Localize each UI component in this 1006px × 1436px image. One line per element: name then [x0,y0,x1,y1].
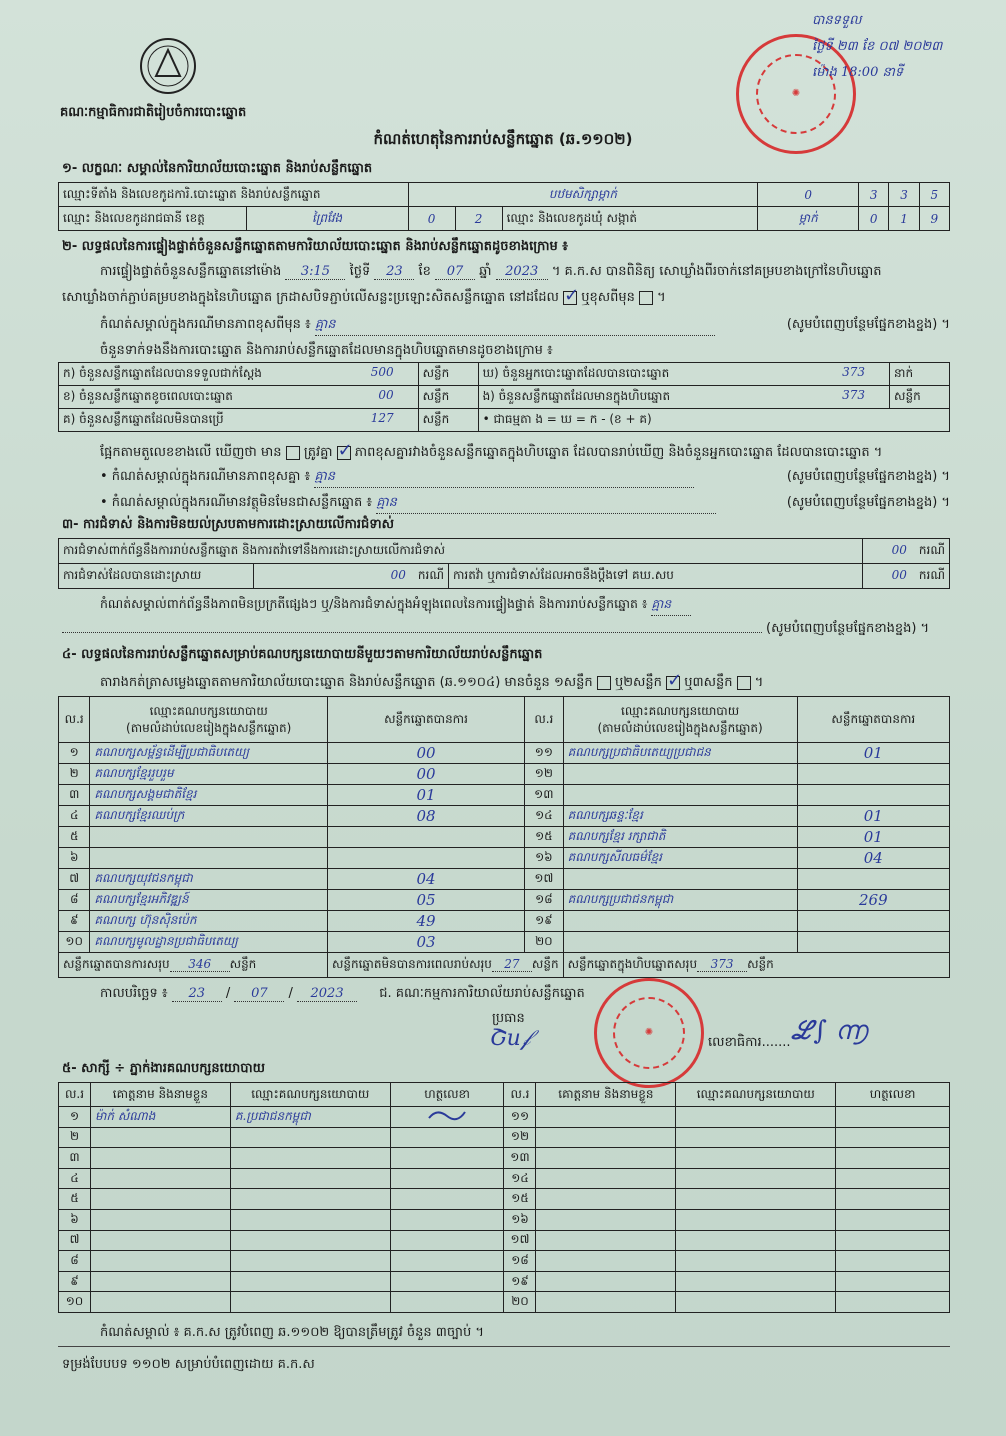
signing-month: 07 [234,986,284,1002]
table-row [59,1271,950,1292]
table-row [59,911,950,932]
party-votes: 05 [416,891,436,909]
seal-changed-checkbox[interactable] [639,291,653,305]
province-code-1: 0 [427,211,436,226]
witness-signature [836,1127,950,1148]
table-row [59,1209,950,1230]
count-intro: ចំនួនទាក់ទងនឹងការបោះឆ្នោត និងការរាប់សន្លឹកឆ្នោតដែលមានក្នុងហិបឆ្នោតមានដូចខាងក្រោម ៖ [100,343,553,358]
row-number: ៨ [70,1252,79,1267]
witness-party [676,1127,836,1148]
row-number: ១៤ [511,1170,529,1185]
verify-month: 07 [435,264,475,280]
witness-name [536,1209,676,1230]
witness-signature-mark [427,1111,467,1125]
row-number: ២ [69,1129,80,1144]
resolved-value: 00 [390,568,406,582]
party-name: គណបក្សសីលធម៌ខ្មែរ [567,850,662,864]
location-label: ឈ្មោះទីតាំង និងលេខកូដការិ.បោះឆ្នោត និងរាប់សន្លឹកឆ្នោត [59,183,409,207]
witness-party [676,1271,836,1292]
party-votes: 00 [416,744,436,762]
commune-label: ឈ្មោះ និងលេខកូដឃុំ សង្កាត់ [502,207,758,231]
form-footer: ទម្រង់បែបបទ ១១០២ សម្រាប់បំពេញដោយ គ.ក.ស [62,1357,315,1372]
one-sheet-checkbox[interactable] [597,676,611,690]
witness-party [676,1292,836,1313]
section2-title: ២- លទ្ធផលនៃការផ្ទៀងផ្ទាត់ចំនួនសន្លឹកឆ្នោតតាមការិយាល័យបោះឆ្នោត និងរាប់សន្លឹកឆ្នោតដូចខាងក្រោម ៖ [62,239,568,254]
table-row [59,743,950,764]
spoiled-ballots-value: 00 [378,388,394,402]
witness-signature [836,1271,950,1292]
witness-table: ល.រ គោត្តនាម និងនាមខ្លួន ឈ្មោះគណបក្សនយោបាយ ហត្ថលេខា ល.រ គោត្តនាម និងនាមខ្លួន ឈ្មោះគណបក្សនយោបាយ ហត្ថលេខា ១ ម៉ាក់ សំណាង គ.ប្រជាជនកម្ពុជា ១១ ២ ១២ ៣ ១៣ ៤ ១៤ ៥ ១៥ ៦ ១៦ ៧ ១៧ ៨ ១៨ ៩ ១៩ ១០ ២០ [58,1082,950,1313]
row-number: ១១ [510,1108,530,1123]
row-number: ៧ [59,869,90,890]
location-digit-3: 3 [900,187,908,202]
row-number: ១២ [510,1129,530,1144]
irregularity-extra-line [62,632,762,633]
witness-party [676,1148,836,1169]
witness-name [536,1148,676,1169]
row-number: ១៧ [525,869,563,890]
section1-title: ១- លក្ខណៈ សម្គាល់នៃការិយាល័យបោះឆ្នោត និងរាប់សន្លឹកឆ្នោត [62,161,373,176]
table-row [59,890,950,911]
match-checkbox[interactable] [286,446,300,460]
table-row [59,932,950,953]
nec-logo [138,36,198,96]
witness-party [676,1230,836,1251]
secretary-label: លេខាធិការ....... [708,1035,791,1050]
location-digit-2: 3 [869,187,878,202]
official-stamp-top: ✺ [736,34,856,154]
province-value: ព្រៃវែង [311,210,343,225]
party-name: គណបក្សខ្មែររួបរួម [94,766,174,780]
received-note-1: បានទទួល [812,13,862,28]
verify-line-2: សោឃ្លាំងចាក់ភ្ជាប់គម្របខាងក្នុងនៃហិបឆ្នោត ក្រដាសបិទភ្ជាប់លើសន្លះប្រឡោះសិតសន្លឹកឆ្នោត នៅដដែល ✓ ឬខុសពីមុន ។ [62,289,666,308]
row-number: ៤ [59,806,90,827]
voters-count-value: 373 [842,365,866,379]
verify-day: 23 [374,264,414,280]
witness-signature [836,1230,950,1251]
table-row [59,1148,950,1169]
row-number: ១៩ [525,911,563,932]
witness-name [536,1292,676,1313]
party-votes: 00 [416,765,436,783]
party-votes: 08 [416,807,436,825]
witness-signature [390,1189,504,1210]
section1-table [58,182,950,231]
party-votes: 04 [416,870,436,888]
row-number: ១៦ [525,848,563,869]
party-votes: 03 [416,933,436,951]
party-name: គណបក្សខ្មែរ រក្សាជាតិ [567,829,666,843]
received-note-2: ថ្ងៃទី ២៣ ខែ ០៧ ២០២៣ [812,39,943,54]
witness-name [536,1127,676,1148]
row-number: ៨ [59,890,90,911]
witness-signature [390,1271,504,1292]
row-number: ១០ [59,932,90,953]
row-number: ១៣ [510,1149,530,1164]
tally-sheet-line: តារាងកត់ត្រាសម្លេងឆ្នោតតាមការិយាល័យបោះឆ្នោត និងរាប់សន្លឹកឆ្នោត (ឆ.១១០៤) មានចំនួន ១សន្លឹក ឬ២សន្លឹក ✓ ឬ៣សន្លឹក ។ [100,674,763,693]
row-number: ១៩ [511,1273,529,1288]
chair-signature: Շu𝒻 [490,1026,531,1051]
commune-code-1: 0 [869,211,878,226]
box-ballots-value: 373 [842,388,866,402]
chair-label: ប្រធាន [492,1011,525,1026]
location-value: បឋមសិក្សាម្កាក់ [548,186,617,201]
row-number: ១៤ [525,806,563,827]
table-row [59,1168,950,1189]
row-number: ៩ [70,1273,79,1288]
row-number: ២ [59,764,90,785]
witness-signature [390,1209,504,1230]
total-valid-value: 346 [170,957,230,972]
witness-party [676,1107,836,1128]
party-name: គណបក្សឆន្ទៈខ្មែរ [567,808,643,822]
commune-code-2: 1 [900,211,908,226]
party-name: គណបក្សយុវជនកម្ពុជា [94,871,193,885]
witness-signature [390,1148,504,1169]
irregularity-fill-hint: (សូមបំពេញបន្ថែមផ្នែកខាងខ្នង) ។ [766,621,930,636]
witness-name [536,1271,676,1292]
row-number: ១០ [65,1294,84,1309]
complaints-value: 00 [891,543,907,557]
signing-year: 2023 [297,986,357,1002]
row-number: ១៣ [525,785,563,806]
row-number: ៥ [59,827,90,848]
table-row [59,1189,950,1210]
witness-signature [390,1168,504,1189]
row-number: ១៦ [511,1211,529,1226]
province-label: ឈ្មោះ និងលេខកូដរាជធានី ខេត្ត [59,207,247,231]
witness-signature [836,1292,950,1313]
form-title: កំណត់ហេតុនៃការរាប់សន្លឹកឆ្នោត (ឆ.១១០២) [373,130,633,148]
row-number: ៤ [70,1170,79,1185]
table-row [59,785,950,806]
party-votes: 04 [863,849,883,867]
verify-line-1: ការផ្ទៀងផ្ទាត់ចំនួនសន្លឹកឆ្នោតនៅម៉ោង 3:15 ថ្ងៃទី 23 ខែ 07 ឆ្នាំ 2023 ។ គ.ក.ស បានពិនិត្យ សោឃ្លាំងពីរចាក់នៅគម្របខាងក្រៅនៃហិបឆ្នោត [100,264,882,279]
section3-title: ៣- ការជំទាស់ និងការមិនយល់ស្របតាមការដោះស្រាយលើការជំទាស់ [62,517,394,532]
party-name: គណបក្សសម្ព័ន្ធដើម្បីប្រជាធិបតេយ្យ [94,745,250,759]
row-number: ៩ [59,911,90,932]
verify-time: 3:15 [285,264,345,280]
row-number: ១២ [525,764,563,785]
match-line: ផ្អែកតាមតួលេខខាងលើ ឃើញថា មាន ត្រូវគ្នា ✓ ភាពខុសគ្នារវាងចំនួនសន្លឹកឆ្នោតក្នុងហិបឆ្នោត ដែលបានរាប់ឃើញ និងចំនួនអ្នកបោះឆ្នោត ដែលបានបោះឆ្នោត ។ [100,444,882,463]
row-number: ៦ [59,848,90,869]
two-sheet-checkbox[interactable] [666,676,680,690]
witness-name [536,1168,676,1189]
org-name: គណៈកម្មាធិការជាតិរៀបចំការបោះឆ្នោត [60,105,247,120]
table-row [59,869,950,890]
party-votes: 269 [858,891,888,909]
witness-signature [390,1292,504,1313]
table-row [59,764,950,785]
party-name: គណបក្សប្រជាជនកម្ពុជា [567,892,674,906]
received-ballots-value: 500 [370,365,394,379]
party-votes: 01 [416,786,436,804]
irregularity-note-value: គ្មាន [651,596,691,616]
row-number: ១៥ [511,1191,529,1206]
witness-signature [390,1107,504,1128]
footer-divider [58,1346,950,1347]
row-number: ៦ [70,1211,79,1226]
witness-name [536,1107,676,1128]
total-invalid-value: 27 [492,957,532,972]
table-row [59,848,950,869]
party-name: គណបក្សមូលដ្ឋានប្រជាធិបតេយ្យ [94,934,238,948]
row-number: ១៥ [525,827,563,848]
row-number: ២០ [525,932,563,953]
party-votes: 01 [863,807,883,825]
unused-ballots-value: 127 [370,411,394,425]
witness-signature [836,1251,950,1272]
total-box-value: 373 [697,957,747,972]
commune-value: ម្កាក់ [798,210,818,225]
table-row [59,1230,950,1251]
row-number: ១៧ [510,1232,530,1247]
witness-signature [836,1189,950,1210]
mismatch-note-line: • កំណត់សម្គាល់ក្នុងករណីមានភាពខុសគ្នា ៖ គ្មាន (សូមបំពេញបន្ថែមផ្នែកខាងខ្នង) ។ [100,468,950,488]
complaints-table: ការជំទាស់ពាក់ព័ន្ធនឹងការរាប់សន្លឹកឆ្នោត និងការតវ៉ាទៅនឹងការដោះស្រាយលើការជំទាស់ 00 ករណី ការជំទាស់ដែលបានដោះស្រាយ 00 ករណី ការតវ៉ា ឬការជំទាស់ដែលអាចនឹងប្តឹងទៅ គឃ.សប 00 ករណី [58,538,950,589]
commune-code-3: 9 [930,211,939,226]
witness-party: គ.ប្រជាជនកម្ពុជា [234,1108,311,1123]
witness-signature [836,1107,950,1128]
mismatch-checkbox[interactable] [337,446,351,460]
appeal-value: 00 [891,568,907,582]
received-note-3: ម៉ោង 18:00 នាទី [812,65,904,80]
witness-party [676,1209,836,1230]
verify-year: 2023 [496,264,548,280]
witness-signature [390,1251,504,1272]
mismatch-note-value: គ្មាន [314,468,694,488]
table-row [59,1127,950,1148]
witness-name: ម៉ាក់ សំណាង [94,1108,156,1123]
ballot-count-table: ក) ចំនួនសន្លឹកឆ្នោតដែលបានទទួលជាក់ស្តែង 500 សន្លឹក ឃ) ចំនួនអ្នកបោះឆ្នោតដែលបានបោះឆ្នោត 373 នាក់ ខ) ចំនួនសន្លឹកឆ្នោតខូចពេលបោះឆ្នោត 00 សន្លឹក ង) ចំនួនសន្លឹកឆ្នោតដែលមានក្នុងហិបឆ្នោត 373 សន្លឹក គ) ចំនួនសន្លឹកឆ្នោតដែលមិនបានប្រើ 127 សន្លឹក • ជាធម្មតា ង = ឃ = ក - (ខ + គ) [58,362,950,432]
table-row [59,1107,950,1128]
three-sheet-checkbox[interactable] [737,676,751,690]
row-number: ៣ [59,785,90,806]
party-votes: 01 [863,828,883,846]
party-votes: 49 [416,912,436,930]
witness-party [676,1251,836,1272]
province-code-2: 2 [474,211,483,226]
section4-title: ៤- លទ្ធផលនៃការរាប់សន្លឹកឆ្នោតសម្រាប់គណបក្សនយោបាយនីមួយៗតាមការិយាល័យរាប់សន្លឹកឆ្នោត [62,647,543,662]
witness-signature [390,1127,504,1148]
official-stamp-bottom: ✺ [594,978,704,1088]
location-digit-1: 0 [804,187,812,202]
foreign-object-note-value: គ្មាន [376,494,716,514]
table-row [59,1292,950,1313]
party-name: គណបក្សខ្មែរអភិវឌ្ឍន៍ [94,892,189,906]
table-row [59,1251,950,1272]
section5-title: ៥- សាក្សី ÷ ភ្នាក់ងារគណបក្សនយោបាយ [62,1061,265,1076]
row-number: ២០ [511,1294,529,1309]
seal-note-value: គ្មាន [315,316,715,336]
row-number: ១ [69,1108,80,1123]
irregularity-note-line: កំណត់សម្គាល់ពាក់ព័ន្ធនឹងភាពមិនប្រក្រតីផ្សេងៗ ឬ/និងការជំទាស់ក្នុងអំឡុងពេលនៃការផ្ទៀងផ្ទាត់ និងការរាប់សន្លឹកឆ្នោត ៖ គ្មាន [100,596,691,616]
row-number: ៧ [69,1232,80,1247]
signing-day: 23 [172,986,222,1002]
row-number: ៥ [70,1191,79,1206]
party-votes: 01 [863,744,883,762]
witness-signature [390,1230,504,1251]
row-number: ១ [59,743,90,764]
party-name: គណបក្សខ្មែរឈប់ក្រ [94,808,185,822]
seal-intact-checkbox[interactable] [563,291,577,305]
witness-name [536,1189,676,1210]
table-row [59,806,950,827]
signature-scribble [427,1108,467,1122]
witness-signature [836,1148,950,1169]
witness-name [536,1251,676,1272]
footer-note: កំណត់សម្គាល់ ៖ គ.ក.ស ត្រូវបំពេញ ឆ.១១០២ ឱ្យបានត្រឹមត្រូវ ចំនួន ៣ច្បាប់ ។ [100,1325,484,1340]
seal-note-line: កំណត់សម្គាល់ក្នុងករណីមានភាពខុសពីមុន ៖ គ្មាន (សូមបំពេញបន្ថែមផ្នែកខាងខ្នង) ។ [100,316,950,336]
witness-party [676,1189,836,1210]
party-results-table: ល.រ ឈ្មោះគណបក្សនយោបាយ (តាមលំដាប់លេខរៀងក្នុងសន្លឹកឆ្នោត) សន្លឹកឆ្នោតបានការ ល.រ ឈ្មោះគណបក្សនយោបាយ (តាមលំដាប់លេខរៀងក្នុងសន្លឹកឆ្នោត) សន្លឹកឆ្នោតបានការ ១ គណបក្សសម្ព័ន្ធដើម្បីប្រជាធិបតេយ្យ 00 ១១ គណបក្សប្រជាធិបតេយ្យប្រជាជន 01 ២ គណបក្សខ្មែររួបរួម 00 ១២ ៣ គណបក្សសង្គមជាតិខ្មែរ 01 ១៣ ៤ គណបក្សខ្មែរឈប់ក្រ 08 ១៤ គណបក្សឆន្ទៈខ្មែរ 01 ៥ ១៥ គណបក្សខ្មែរ រក្សាជាតិ 01 ៦ ១៦ គណបក្សសីលធម៌ខ្មែរ 04 ៧ គណបក្សយុវជនកម្ពុជា 04 ១៧ ៨ គណបក្សខ្មែរអភិវឌ្ឍន៍ 05 ១៨ គណបក្សប្រជាជនកម្ពុជា 269 ៩ គណបក្ស ហ៊ុនស៊ិនប៉េក 49 ១៩ ១០ គណបក្សមូលដ្ឋានប្រជាធិបតេយ្យ 03 ២០ សន្លឹកឆ្នោតបានការសរុប 346 សន្លឹក សន្លឹកឆ្នោតមិនបានការពេលរាប់សរុប 27 សន្លឹក សន្លឹកឆ្នោតក្នុងហិបឆ្នោតសរុប 373 សន្លឹក [58,696,950,978]
foreign-object-note-line: • កំណត់សម្គាល់ក្នុងករណីមានវត្ថុមិនមែនជាសន្លឹកឆ្នោត ៖ គ្មាន (សូមបំពេញបន្ថែមផ្នែកខាងខ្នង) ។ [100,494,950,514]
witness-signature [836,1168,950,1189]
witness-party [676,1168,836,1189]
row-number: ១១ [525,743,563,764]
location-digit-4: 5 [930,187,939,202]
party-name: គណបក្ស ហ៊ុនស៊ិនប៉េក [94,913,197,927]
row-number: ៣ [69,1149,80,1164]
party-name: គណបក្សសង្គមជាតិខ្មែរ [94,787,197,801]
witness-name [536,1230,676,1251]
witness-signature [836,1209,950,1230]
row-number: ១៨ [525,890,563,911]
signing-date-line: កាលបរិច្ឆេទ ៖ 23 / 07 / 2023 ជ. គណៈកម្មការការិយាល័យរាប់សន្លឹកឆ្នោត [100,986,585,1001]
row-number: ១៨ [511,1252,529,1267]
party-name: គណបក្សប្រជាធិបតេយ្យប្រជាជន [567,745,711,759]
table-row [59,827,950,848]
secretary-signature: ℒ∫ ൬ [790,1016,867,1046]
